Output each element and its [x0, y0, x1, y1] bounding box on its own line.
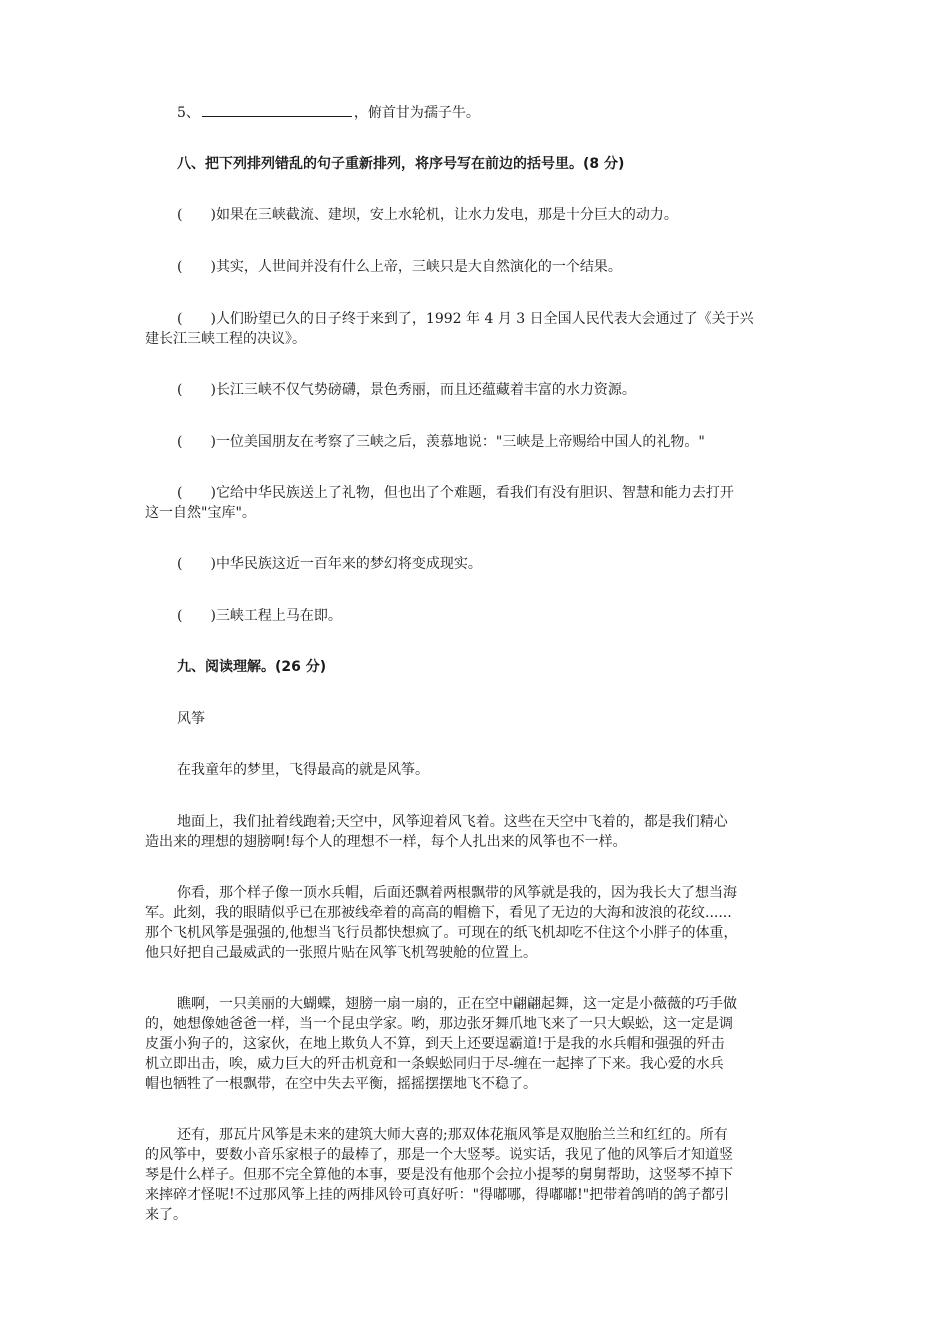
section-8-heading: 八、把下列排列错乱的句子重新排列，将序号写在前边的括号里。(8 分) — [177, 156, 625, 172]
ordering-item — [145, 257, 805, 278]
passage-paragraph-3-line-2: 军。此刻，我的眼睛似乎已在那被线牵着的高高的帽檐下，看见了无边的大海和波浪的花纹...... — [145, 905, 732, 921]
answer-blank[interactable] — [202, 102, 352, 117]
item-text: 中华民族这近一百年来的梦幻将变成现实。 — [215, 556, 482, 572]
answer-parentheses[interactable]: ( ) — [177, 485, 216, 501]
item-text: 一位美国朋友在考察了三峡之后，羡慕地说："三峡是上帝赐给中国人的礼物。" — [215, 434, 705, 450]
item-text: 人们盼望已久的日子终于来到了，1992 年 4 月 3 日全国人民代表大会通过了《关于兴 — [215, 311, 754, 327]
passage-paragraph-4-line-5: 帽也牺牲了一根飘带，在空中失去平衡，摇摇摆摆地飞不稳了。 — [145, 1076, 537, 1092]
passage-paragraph-5-line-5: 来了。 — [145, 1207, 187, 1223]
answer-parentheses[interactable]: ( ) — [177, 259, 216, 275]
passage-paragraph-2-line-2: 造出来的理想的翅膀啊!每个人的理想不一样，每个人扎出来的风筝也不一样。 — [145, 834, 627, 850]
item-text: 三峡工程上马在即。 — [215, 608, 342, 624]
ordering-item — [145, 205, 805, 226]
answer-parentheses[interactable]: ( ) — [177, 608, 216, 624]
passage-paragraph-4-line-1: 瞧啊，一只美丽的大蝴蝶，翅膀一扇一扇的，正在空中翩翩起舞，这一定是小薇薇的巧手做 — [177, 996, 737, 1012]
passage-title: 风筝 — [177, 711, 205, 727]
question-suffix: ，俯首甘为孺子牛。 — [353, 105, 480, 121]
ordering-item — [145, 380, 805, 401]
passage-paragraph-2-line-1: 地面上，我们扯着线跑着;天空中，风筝迎着风飞着。这些在天空中飞着的，都是我们精心 — [177, 814, 728, 830]
item-text: 它给中华民族送上了礼物，但也出了个难题，看我们有没有胆识、智慧和能力去打开 — [215, 485, 734, 501]
passage-paragraph-5-line-1: 还有，那瓦片风筝是未来的建筑大师大喜的;那双体花瓶风筝是双胞胎兰兰和红红的。所有 — [177, 1127, 728, 1143]
answer-parentheses[interactable]: ( ) — [177, 434, 216, 450]
passage-paragraph-3-line-4: 他只好把自己最威武的一张照片贴在风筝飞机驾驶舱的位置上。 — [145, 945, 537, 961]
ordering-item — [145, 432, 805, 453]
section-9-heading: 九、阅读理解。(26 分) — [177, 659, 327, 675]
ordering-item — [145, 606, 805, 627]
item-text: 长江三峡不仅气势磅礴，景色秀丽，而且还蕴藏着丰富的水力资源。 — [215, 382, 636, 398]
passage-paragraph-5-line-4: 来摔碎才怪呢!不过那风筝上挂的两排风铃可真好听："得嘟哪，得嘟嘟!"把带着鸽哨的鸽子都引 — [145, 1187, 730, 1203]
answer-parentheses[interactable]: ( ) — [177, 382, 216, 398]
ordering-item — [145, 483, 805, 504]
answer-parentheses[interactable]: ( ) — [177, 207, 216, 223]
passage-paragraph-1: 在我童年的梦里，飞得最高的就是风筝。 — [177, 762, 429, 778]
item-text: 其实，人世间并没有什么上帝，三峡只是大自然演化的一个结果。 — [215, 259, 622, 275]
passage-paragraph-5-line-2: 的风筝中，要数小音乐家根子的最棒了，那是一个大竖琴。说实话，我见了他的风筝后才知道竖 — [145, 1147, 733, 1163]
question-5 — [145, 102, 805, 124]
passage-paragraph-5-line-3: 琴是什么样子。但那不完全算他的本事，要是没有他那个会拉小提琴的舅舅帮助，这竖琴不掉下 — [145, 1167, 733, 1183]
ordering-item — [145, 309, 805, 330]
ordering-item — [145, 554, 805, 575]
passage-paragraph-4-line-4: 机立即出击，唉，威力巨大的歼击机竟和一条蜈蚣同归于尽-缠在一起摔了下来。我心爱的水兵 — [145, 1056, 724, 1072]
passage-paragraph-4-line-2: 的，她想像她爸爸一样，当一个昆虫学家。哟，那边张牙舞爪地飞来了一只大蜈蚣，这一定是调 — [145, 1016, 733, 1032]
item-text-continued: 这一自然"宝库"。 — [145, 505, 256, 521]
answer-parentheses[interactable]: ( ) — [177, 556, 216, 572]
item-text-continued: 建长江三峡工程的决议》。 — [145, 331, 306, 347]
item-text: 如果在三峡截流、建坝，安上水轮机，让水力发电，那是十分巨大的动力。 — [215, 207, 678, 223]
passage-paragraph-4-line-3: 皮蛋小狗子的，这家伙，在地上欺负人不算，到天上还要逞霸道!于是我的水兵帽和强强的歼击 — [145, 1036, 725, 1052]
passage-paragraph-3-line-1: 你看，那个样子像一顶水兵帽，后面还飘着两根飘带的风筝就是我的，因为我长大了想当海 — [177, 885, 737, 901]
answer-parentheses[interactable]: ( ) — [177, 311, 216, 327]
question-number: 5、 — [177, 105, 200, 121]
passage-paragraph-3-line-3: 那个飞机风筝是强强的,他想当飞行员都快想疯了。可现在的纸飞机却吃不住这个小胖子的体重， — [145, 925, 738, 941]
